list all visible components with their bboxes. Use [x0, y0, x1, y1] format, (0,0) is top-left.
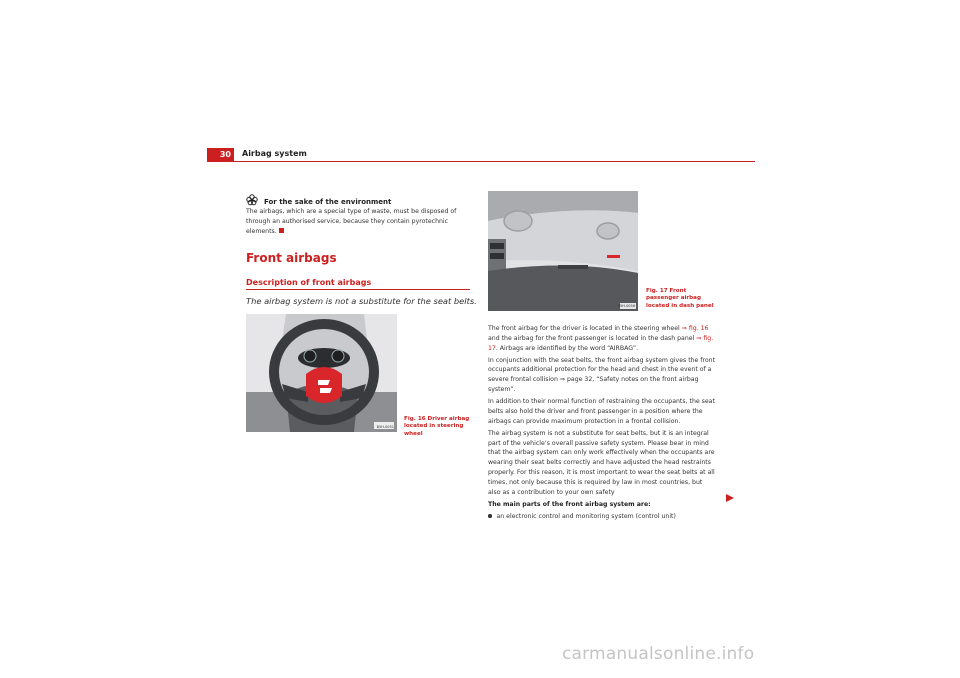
paragraph-airbag-location — [488, 324, 716, 353]
subsection-title: Description of front airbags — [246, 278, 372, 287]
list-item — [488, 512, 716, 522]
figure-16-link[interactable]: ⇒ fig. 16 — [681, 325, 709, 332]
steering-wheel-photo — [246, 314, 397, 432]
paragraph-seat-belts: In addition to their normal function of restraining the occupants, the seat belts also hold the driver and front passenger in a position where the airbags can provide maximum protection in a frontal collision. — [488, 398, 715, 425]
lead-sentence: The airbag system is not a substitute for the seat belts. — [246, 296, 477, 306]
end-of-section-marker — [279, 228, 284, 233]
flower-icon — [246, 191, 258, 203]
section-title: Front airbags — [246, 251, 337, 265]
figure-17-link[interactable]: ⇒ fig. 17 — [488, 334, 714, 352]
environment-note-text: The airbags, which are a special type of waste, must be disposed of through an authorised service, because they contain pyrotechnic elements. — [246, 208, 457, 235]
bullet-icon — [488, 514, 492, 518]
list-item-text: an electronic control and monitoring system (control unit) — [496, 512, 676, 520]
paragraph-additional-protection: In conjunction with the seat belts, the front airbag system gives the front occupants additional protection for the head and chest in the event of a severe frontal collision ⇒ page 32, “Safety notes on the front airbag system”. — [488, 356, 716, 394]
environment-note — [246, 207, 474, 236]
main-body-text — [488, 324, 716, 524]
page-number: 30 — [207, 148, 234, 162]
environment-heading: For the sake of the environment — [264, 198, 392, 206]
header-divider — [207, 161, 755, 162]
running-header-title: Airbag system — [242, 149, 307, 158]
paragraph-text: The front airbag for the driver is located in the steering wheel — [488, 325, 682, 332]
figure-16-code: B5H-0051 — [376, 425, 394, 429]
figure-17-caption: Fig. 17 Front passenger airbag located in dash panel — [646, 288, 714, 309]
paragraph-passive-safety: The airbag system is not a substitute for seat belts, but it is an integral part of the vehicle’s overall passive safety system. Please bear in mind that the airbag system can only work effectively when the occupants are wearing their seat belts correctly and have adjusted the head restraints properly. For this reason, it is most important to wear the seat belts at all times, not only because this is required by law in most countries, but also as a contribution to your own safety — [488, 429, 715, 496]
dash-panel-photo — [488, 191, 638, 311]
continue-arrow-icon — [726, 494, 734, 502]
footer-watermark: carmanualsonline.info — [562, 644, 755, 664]
figure-16-caption: Fig. 16 Driver airbag located in steering wheel — [404, 416, 470, 437]
paragraph-text: and the airbag for the front passenger is located in the dash panel — [488, 334, 697, 342]
parts-heading: The main parts of the front airbag system are: — [488, 500, 651, 508]
subsection-divider — [246, 289, 470, 290]
paragraph-text: . Airbags are identified by the word “AIRBAG”. — [495, 344, 639, 352]
figure-17-code: B5H-0056 — [617, 304, 635, 308]
